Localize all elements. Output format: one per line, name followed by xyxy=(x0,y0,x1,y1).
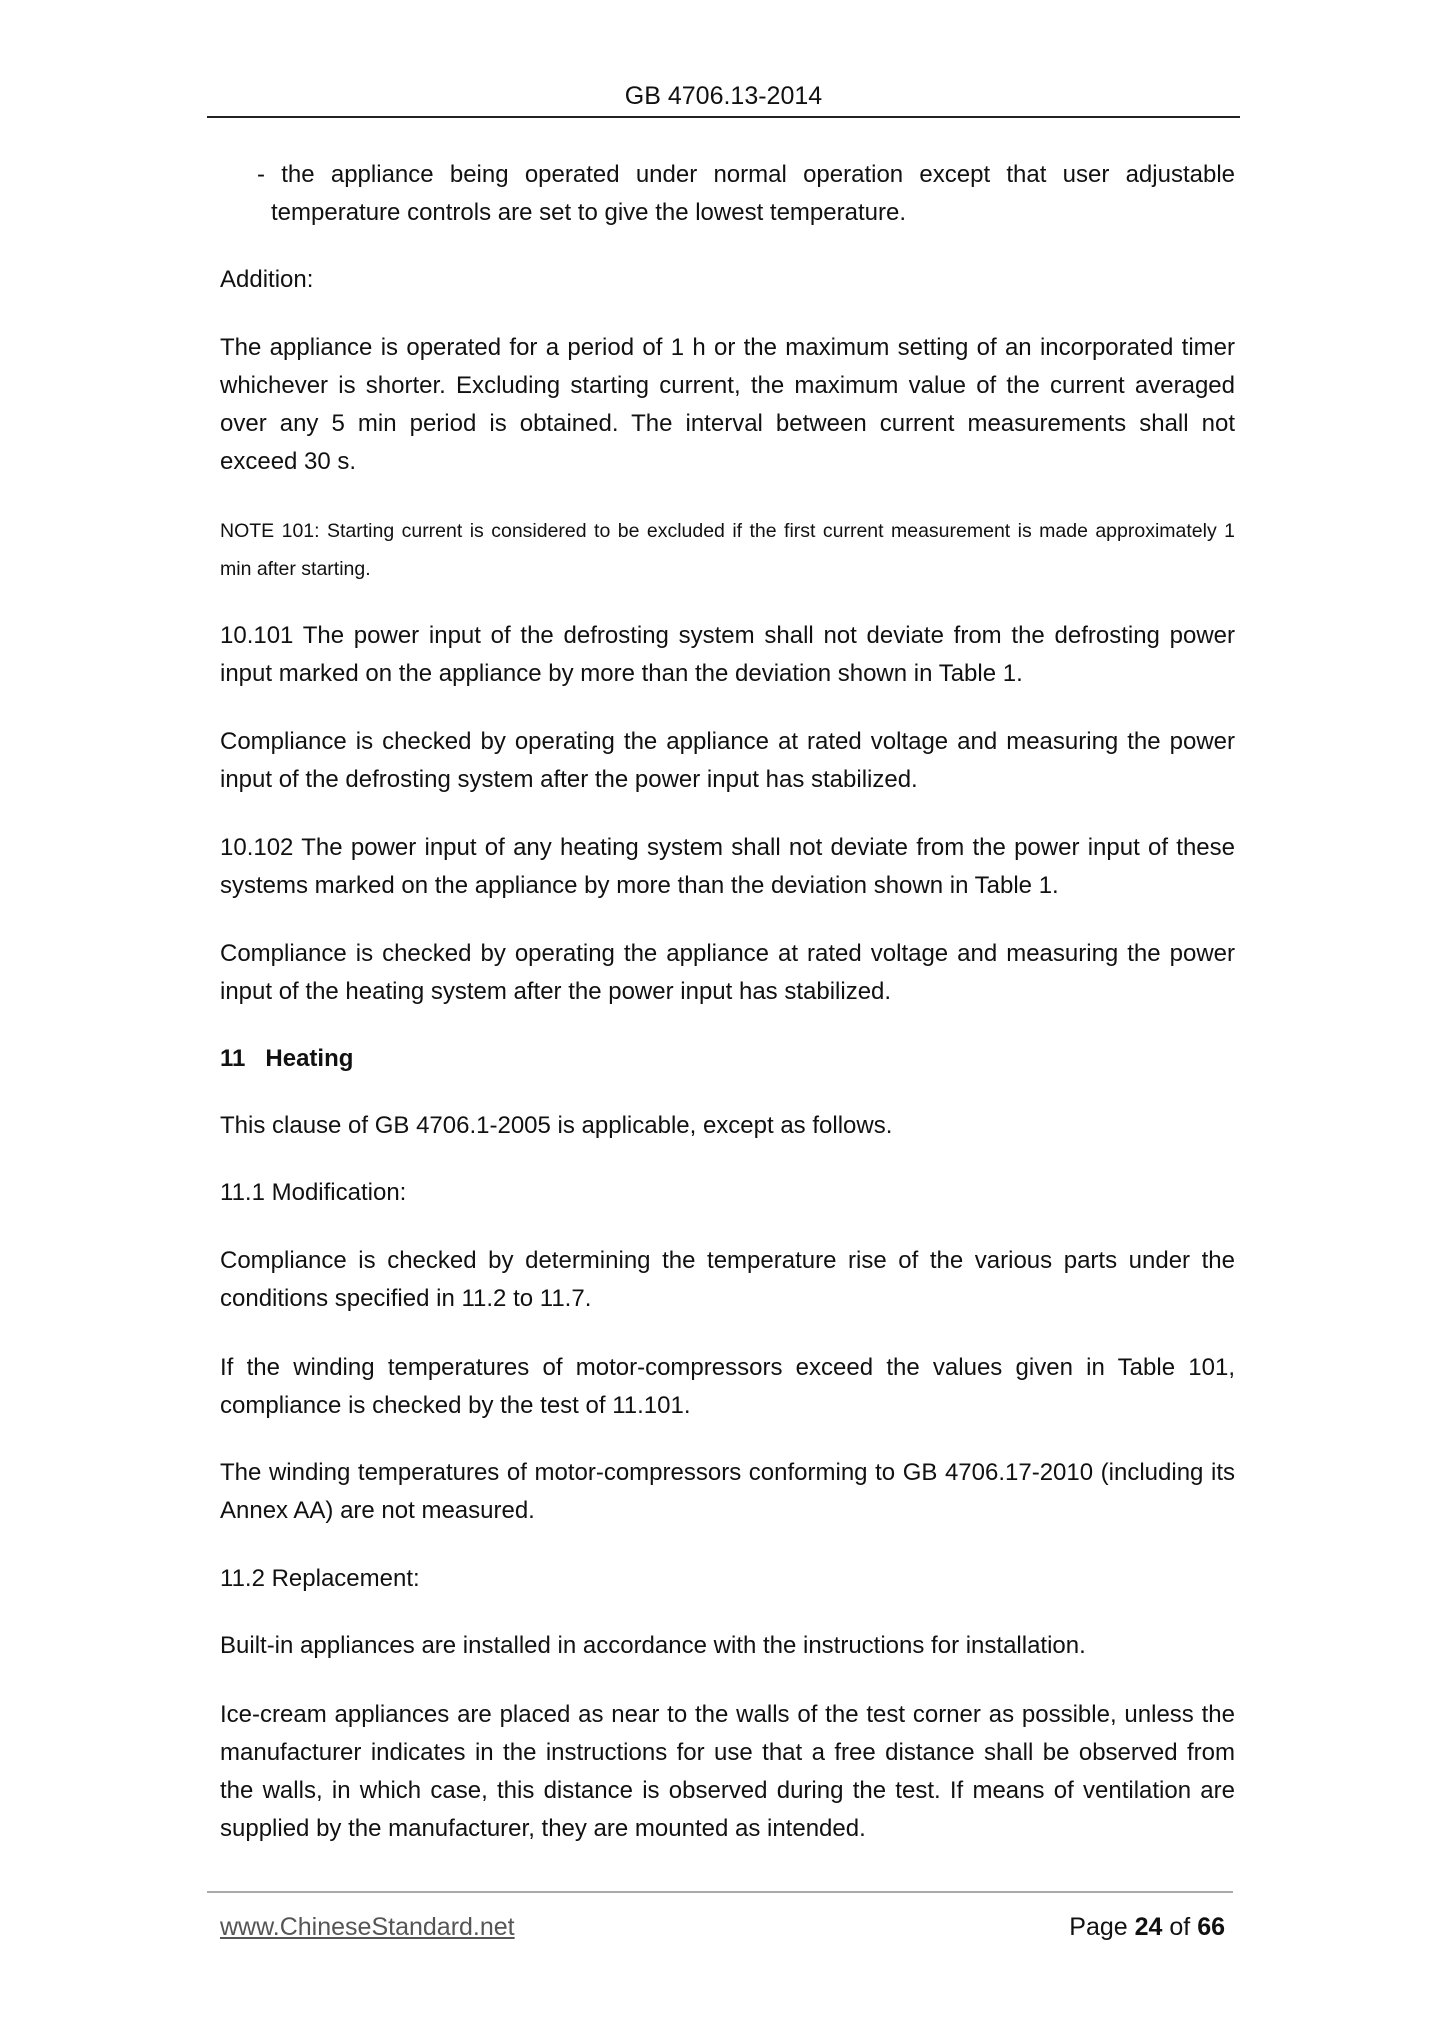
ice-cream-paragraph: Ice-cream appliances are placed as near to the walls of the test corner as possible, unless the manufacturer indicates in the instructions for use that a free distance shall be observed from the walls, in which case, this distance is observed during the test. If means of ventilation are supplied by the manufacturer, they are mounted as intended. xyxy=(220,1701,1235,1842)
paragraph-operation: The appliance is operated for a period of 1 h or the maximum setting of an incorporated timer whichever is shorter. Excluding starting current, the maximum value of the current averaged over any 5 min period is obtained. The interval between current measurements shall not exceed 30 s. xyxy=(220,334,1235,475)
page-label: Page xyxy=(1069,1913,1128,1941)
clause-11-2: 11.2 Replacement: xyxy=(220,1565,420,1592)
header-divider xyxy=(207,116,1240,118)
of-label: of xyxy=(1169,1913,1191,1941)
note-101: NOTE 101: Starting current is considered to be excluded if the first current measurement is made approximately 1 min after starting. xyxy=(220,520,1235,580)
clause-applicable: This clause of GB 4706.1-2005 is applicable, except as follows. xyxy=(220,1112,893,1139)
section-number: 11 xyxy=(220,1045,246,1072)
addition-label: Addition: xyxy=(220,266,314,293)
clause-10-102: 10.102 The power input of any heating system shall not deviate from the power input of these systems marked on the appliance by more than the deviation shown in Table 1. xyxy=(220,834,1235,899)
document-header: GB 4706.13-2014 xyxy=(624,82,823,110)
clause-10-101: 10.101 The power input of the defrosting system shall not deviate from the defrosting power input marked on the appliance by more than the deviation shown in Table 1. xyxy=(220,622,1235,687)
footer-divider xyxy=(207,1891,1233,1893)
built-in-paragraph: Built-in appliances are installed in accordance with the instructions for installation. xyxy=(220,1632,1086,1659)
compliance-temp-rise: Compliance is checked by determining the temperature rise of the various parts under the conditions specified in 11.2 to 11.7. xyxy=(220,1247,1235,1312)
page-current: 24 xyxy=(1134,1913,1163,1941)
compliance-defrost: Compliance is checked by operating the appliance at rated voltage and measuring the power input of the defrosting system after the power input has stabilized. xyxy=(220,728,1235,793)
section-title: Heating xyxy=(265,1045,354,1072)
clause-11-1: 11.1 Modification: xyxy=(220,1179,407,1206)
section-11-heading xyxy=(220,1040,1235,1078)
bullet-item: - the appliance being operated under normal operation except that user adjustable temperature controls are set to give the lowest temperature. xyxy=(257,161,1235,226)
website-link[interactable]: www.ChineseStandard.net xyxy=(220,1913,515,1941)
winding-not-measured: The winding temperatures of motor-compressors conforming to GB 4706.17-2010 (including its Annex AA) are not measured. xyxy=(220,1459,1235,1524)
page-total: 66 xyxy=(1197,1913,1225,1941)
winding-exceed: If the winding temperatures of motor-compressors exceed the values given in Table 101, compliance is checked by the test of 11.101. xyxy=(220,1354,1235,1419)
compliance-heating: Compliance is checked by operating the appliance at rated voltage and measuring the power input of the heating system after the power input has stabilized. xyxy=(220,940,1235,1005)
page-indicator xyxy=(1069,1913,1225,1942)
